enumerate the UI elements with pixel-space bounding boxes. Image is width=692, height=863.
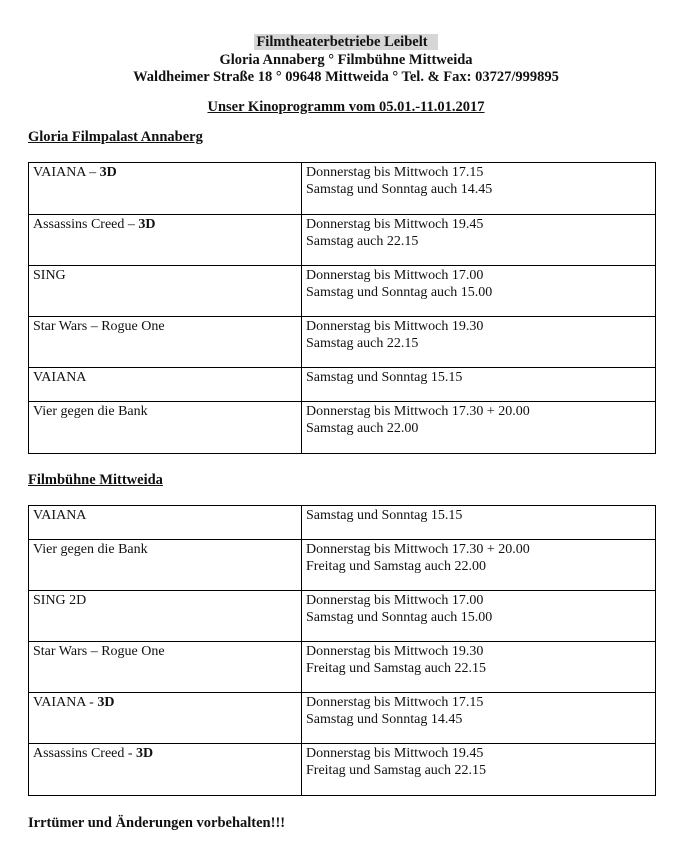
table-row (29, 744, 656, 796)
showtimes-cell (302, 591, 656, 642)
film-title: Vier gegen die Bank (33, 404, 148, 419)
table-row (29, 215, 656, 266)
showtime-line: Freitag und Samstag auch 22.15 (306, 661, 487, 676)
film-title-cell (29, 317, 302, 368)
film-title-cell (29, 591, 302, 642)
showtimes-cell (302, 215, 656, 266)
film-title: Assassins Creed - (33, 746, 137, 761)
showtimes-cell (302, 642, 656, 693)
film-title: SING 2D (33, 593, 87, 608)
film-title-cell (29, 540, 302, 591)
section-title-annaberg: Gloria Filmpalast Annaberg (28, 129, 203, 145)
film-title: Star Wars – Rogue One (33, 319, 165, 334)
showtimes-cell (302, 402, 656, 454)
table-row (29, 266, 656, 317)
table-row (29, 642, 656, 693)
film-title: Assassins Creed – (33, 217, 139, 232)
showtime-line: Samstag auch 22.15 (306, 234, 419, 249)
film-title: Star Wars – Rogue One (33, 644, 165, 659)
showtimes-cell (302, 693, 656, 744)
showtime-line: Donnerstag bis Mittwoch 17.15 (306, 695, 484, 710)
showtime-line: Samstag und Sonntag 14.45 (306, 712, 463, 727)
table-row (29, 368, 656, 402)
showtimes-cell (302, 506, 656, 540)
showtime-line: Samstag und Sonntag 15.15 (306, 370, 463, 385)
showtime-line: Donnerstag bis Mittwoch 19.45 (306, 217, 484, 232)
showtime-line: Samstag und Sonntag 15.15 (306, 508, 463, 523)
table-row (29, 317, 656, 368)
table-row (29, 540, 656, 591)
film-title-cell (29, 402, 302, 454)
film-title-cell (29, 642, 302, 693)
showtime-line: Freitag und Samstag auch 22.00 (306, 559, 487, 574)
showtimes-cell (302, 540, 656, 591)
showtime-line: Samstag und Sonntag auch 14.45 (306, 182, 493, 197)
program-table-annaberg (28, 162, 656, 454)
film-title: VAIANA (33, 508, 87, 523)
film-title-cell (29, 266, 302, 317)
showtimes-cell (302, 163, 656, 215)
program-title: Unser Kinoprogramm vom 05.01.-11.01.2017 (207, 99, 485, 115)
showtimes-cell (302, 744, 656, 796)
film-title: VAIANA (33, 370, 87, 385)
film-title: VAIANA - (33, 695, 98, 710)
film-title: Vier gegen die Bank (33, 542, 148, 557)
showtime-line: Donnerstag bis Mittwoch 19.30 (306, 644, 484, 659)
showtimes-cell (302, 317, 656, 368)
disclaimer-footer: Irrtümer und Änderungen vorbehalten!!! (28, 815, 286, 831)
address-line: Waldheimer Straße 18 ° 09648 Mittweida ° Tel. & Fax: 03727/999895 (133, 69, 559, 85)
section-title-mittweida: Filmbühne Mittweida (28, 472, 163, 488)
film-title-cell (29, 693, 302, 744)
company-name-highlight: Filmtheaterbetriebe Leibelt (254, 34, 437, 50)
showtime-line: Donnerstag bis Mittwoch 17.30 + 20.00 (306, 542, 530, 557)
showtime-line: Donnerstag bis Mittwoch 19.45 (306, 746, 484, 761)
film-title-cell (29, 368, 302, 402)
table-row (29, 693, 656, 744)
showtime-line: Freitag und Samstag auch 22.15 (306, 763, 487, 778)
program-table-mittweida (28, 505, 656, 796)
company-name (0, 33, 692, 51)
showtimes-cell (302, 266, 656, 317)
showtime-line: Donnerstag bis Mittwoch 17.00 (306, 593, 484, 608)
showtime-line: Donnerstag bis Mittwoch 19.30 (306, 319, 484, 334)
table-row (29, 506, 656, 540)
film-title-cell (29, 163, 302, 215)
film-title-cell (29, 744, 302, 796)
film-title: VAIANA – (33, 165, 100, 180)
film-format-3d: 3D (97, 695, 115, 710)
film-format-3d: 3D (99, 165, 117, 180)
table-row (29, 163, 656, 215)
film-format-3d: 3D (138, 217, 156, 232)
showtime-line: Donnerstag bis Mittwoch 17.30 + 20.00 (306, 404, 530, 419)
showtime-line: Donnerstag bis Mittwoch 17.00 (306, 268, 484, 283)
film-title-cell (29, 215, 302, 266)
showtime-line: Samstag auch 22.15 (306, 336, 419, 351)
showtime-line: Samstag und Sonntag auch 15.00 (306, 610, 493, 625)
showtime-line: Donnerstag bis Mittwoch 17.15 (306, 165, 484, 180)
table-row (29, 402, 656, 454)
film-format-3d: 3D (136, 746, 154, 761)
showtime-line: Samstag auch 22.00 (306, 421, 419, 436)
venues-line: Gloria Annaberg ° Filmbühne Mittweida (219, 52, 473, 68)
table-row (29, 591, 656, 642)
showtime-line: Samstag und Sonntag auch 15.00 (306, 285, 493, 300)
showtimes-cell (302, 368, 656, 402)
film-title-cell (29, 506, 302, 540)
film-title: SING (33, 268, 66, 283)
